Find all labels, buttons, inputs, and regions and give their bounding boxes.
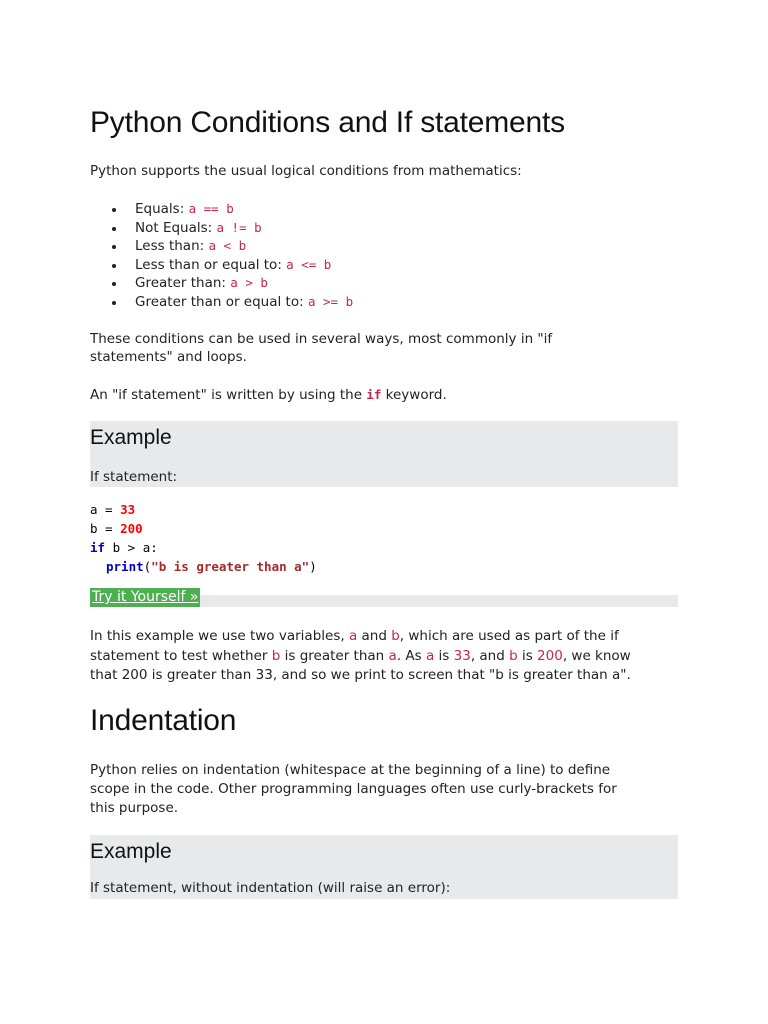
example-title: Example (90, 840, 172, 863)
example-subtitle: If statement, without indentation (will raise an error): (90, 880, 451, 896)
condition-code: a < b (208, 238, 247, 253)
example-box (90, 835, 678, 899)
code-line: a = 33 (90, 502, 136, 517)
code-line: b = 200 (90, 521, 143, 536)
list-item (90, 219, 353, 238)
usage-paragraph-line: These conditions can be used in several ways, most commonly in "if (90, 331, 553, 347)
list-item (90, 256, 353, 275)
condition-code: a <= b (286, 256, 332, 272)
section-title-indentation: Indentation (90, 704, 237, 737)
example-subtitle: If statement: (90, 469, 178, 485)
bullet-icon (112, 301, 116, 305)
condition-label: Less than: (135, 238, 209, 254)
if-keyword-paragraph: An "if statement" is written by using the if keyword. (90, 387, 447, 403)
condition-code: a == b (188, 201, 234, 216)
condition-code: a != b (216, 219, 262, 235)
code-block (90, 487, 678, 595)
indentation-line: scope in the code. Other programming languages often use curly-brackets for (90, 781, 617, 797)
explanation-line: that 200 is greater than 33, and so we print to screen that "b is greater than a". (90, 667, 631, 683)
condition-code: a > b (230, 275, 268, 290)
bullet-icon (112, 227, 116, 231)
condition-label: Greater than: (135, 275, 231, 291)
code-line: print("b is greater than a") (106, 559, 317, 574)
explanation-line: statement to test whether b is greater than a. As a is 33, and b is 200, we know (90, 648, 631, 664)
example-box (90, 421, 678, 607)
example-title: Example (90, 426, 172, 449)
bullet-icon (112, 208, 116, 212)
usage-paragraph-line: statements" and loops. (90, 349, 247, 365)
list-item (90, 293, 353, 312)
condition-label: Less than or equal to: (135, 256, 287, 273)
bullet-icon (112, 264, 116, 268)
try-it-yourself-button[interactable]: Try it Yourself » (92, 589, 199, 605)
condition-label: Greater than or equal to: (135, 293, 308, 310)
condition-label: Not Equals: (135, 219, 217, 236)
condition-label: Equals: (135, 201, 189, 217)
indentation-line: this purpose. (90, 800, 179, 816)
bullet-icon (112, 282, 116, 286)
intro-paragraph: Python supports the usual logical conditions from mathematics: (90, 163, 522, 179)
indentation-line: Python relies on indentation (whitespace at the beginning of a line) to define (90, 762, 611, 778)
list-item (90, 274, 353, 293)
list-item (90, 237, 353, 256)
list-item (90, 200, 353, 219)
bullet-icon (112, 245, 116, 249)
conditions-list (90, 200, 353, 311)
code-line: if b > a: (90, 540, 158, 555)
condition-code: a >= b (307, 293, 354, 309)
page-title: Python Conditions and If statements (90, 106, 565, 139)
explanation-line: In this example we use two variables, a and b, which are used as part of the if (90, 628, 619, 644)
inline-code-if: if (366, 387, 382, 402)
